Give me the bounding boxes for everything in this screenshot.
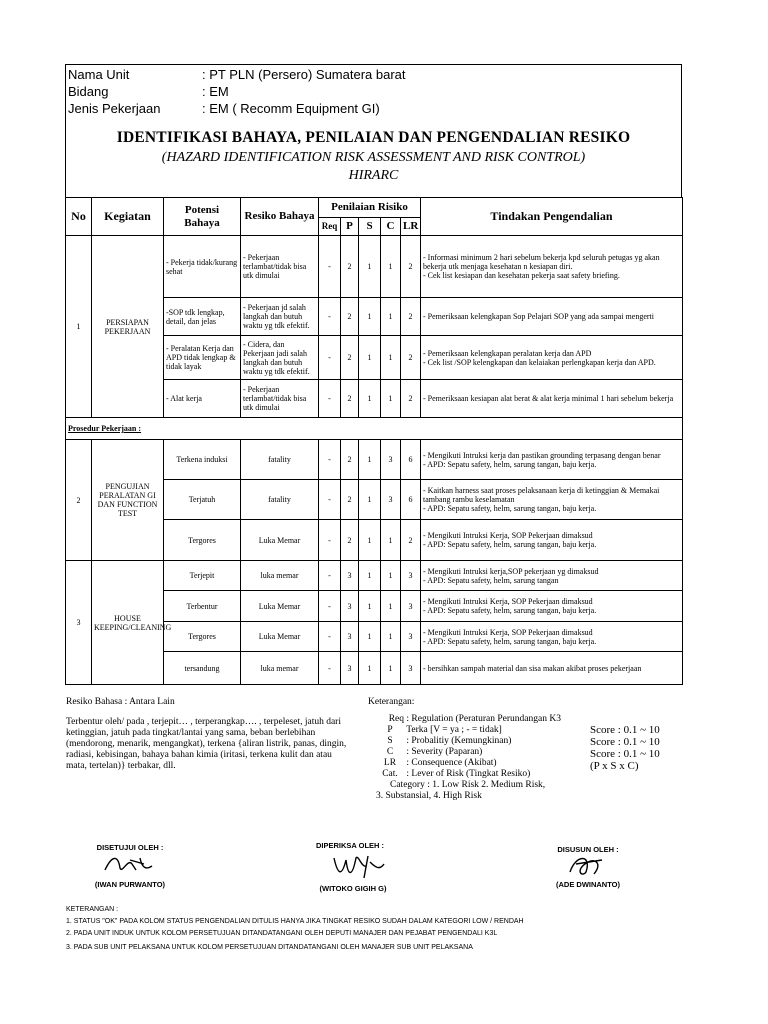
keterangan-text: : Probalitiy (Kemungkinan): [406, 736, 512, 746]
kegiatan-cell: PERSIAPAN PEKERJAAN: [92, 236, 164, 418]
p-cell: 2: [341, 440, 359, 480]
p-cell: 3: [341, 622, 359, 652]
header-value: : EM ( Recomm Equipment GI): [202, 101, 380, 116]
potensi-cell: Tergores: [164, 622, 241, 652]
keterangan-text: : Regulation (Peraturan Perundangan K3: [406, 714, 561, 724]
lr-cell: 6: [401, 440, 421, 480]
s-cell: 1: [359, 336, 381, 380]
tindakan-line: - APD: Sepatu safety, helm, sarung tangan, baju kerja.: [423, 540, 597, 549]
checked-name: (WITOKO GIGIH G): [319, 884, 387, 893]
document-title: IDENTIFIKASI BAHAYA, PENILAIAN DAN PENGENDALIAN RESIKO: [116, 129, 631, 146]
resiko-title: Resiko Bahasa : Antara Lain: [66, 697, 175, 707]
footer-line: 3. PADA SUB UNIT PELAKSANA UNTUK KOLOM PERSETUJUAN DITANDATANGANI OLEH MANAJER SUB UNIT PELAKSANA: [66, 944, 473, 951]
req-cell: -: [319, 298, 341, 336]
col-tindakan: Tindakan Pengendalian: [421, 198, 683, 236]
keterangan-item: [368, 769, 588, 780]
col-c: C: [381, 218, 401, 236]
req-cell: -: [319, 622, 341, 652]
tindakan-cell: [421, 440, 683, 480]
c-cell: 1: [381, 591, 401, 622]
document-abbrev: HIRARC: [348, 168, 399, 183]
header-value: : EM: [202, 84, 229, 99]
tindakan-line: - Cek list kesiapan dan kesehatan pekerja saat safety briefing.: [423, 271, 620, 280]
signature-mark-prepared: [562, 850, 612, 880]
row-number: 2: [66, 440, 92, 561]
keterangan-item: [368, 747, 588, 758]
c-cell: 3: [381, 480, 401, 520]
kegiatan-cell: PENGUJIAN PERALATAN GI DAN FUNCTION TEST: [92, 440, 164, 561]
col-s: S: [359, 218, 381, 236]
lr-cell: 3: [401, 591, 421, 622]
lr-cell: 3: [401, 652, 421, 685]
table-row: [66, 418, 683, 440]
category-line: 3. Substansial, 4. High Risk: [376, 791, 482, 801]
tindakan-line: - Mengikuti Intruksi kerja,SOP pekerjaan yg dimaksud: [423, 566, 599, 576]
s-cell: 1: [359, 480, 381, 520]
p-cell: 2: [341, 380, 359, 418]
keterangan-key: LR: [383, 758, 397, 768]
row-number: 3: [66, 561, 92, 685]
tindakan-line: - APD: Sepatu safety, helm, sarung tangan, baju kerja.: [423, 606, 597, 615]
tindakan-line: - APD: Sepatu safety, helm, sarung tangan, baju kerja.: [423, 459, 597, 469]
resiko-cell: luka memar: [241, 652, 319, 685]
approved-name: (IWAN PURWANTO): [94, 880, 166, 889]
tindakan-line: - Mengikuti Intruksi kerja dan pastikan grounding terpasang dengan benar: [423, 450, 661, 460]
p-cell: 3: [341, 561, 359, 591]
keterangan-key: S: [387, 736, 393, 746]
s-cell: 1: [359, 652, 381, 685]
score-line: Score : 0.1 ~ 10: [590, 748, 660, 760]
s-cell: 1: [359, 561, 381, 591]
tindakan-line: - Informasi minimum 2 hari sebelum bekerja kpd seluruh petugas yg akan bekerja utk menjaga kesehatan n kesiapan diri.: [423, 253, 660, 271]
potensi-cell: Terjepit: [164, 561, 241, 591]
document-subtitle: (HAZARD IDENTIFICATION RISK ASSESSMENT AND RISK CONTROL): [161, 150, 586, 165]
keterangan-item: [368, 714, 588, 725]
keterangan-title: Keterangan:: [368, 697, 415, 707]
c-cell: 1: [381, 622, 401, 652]
category-line: Category : 1. Low Risk 2. Medium Risk,: [390, 780, 546, 790]
keterangan-key: P: [387, 725, 393, 735]
potensi-cell: Terbentur: [164, 591, 241, 622]
resiko-cell: Luka Memar: [241, 520, 319, 561]
tindakan-cell: [421, 380, 683, 418]
resiko-cell: Luka Memar: [241, 622, 319, 652]
c-cell: 1: [381, 336, 401, 380]
req-cell: -: [319, 236, 341, 298]
req-cell: -: [319, 440, 341, 480]
tindakan-line: - Mengikuti Intruksi Kerja, SOP Pekerjaan dimaksud: [423, 531, 593, 540]
s-cell: 1: [359, 622, 381, 652]
s-cell: 1: [359, 236, 381, 298]
tindakan-line: - APD: Sepatu safety, helm, sarung tangan, baju kerja.: [423, 504, 597, 513]
col-resiko: Resiko Bahaya: [241, 198, 319, 236]
keterangan-key: C: [386, 747, 394, 757]
table-row: [66, 561, 683, 591]
hirarc-table: [65, 197, 683, 685]
prepared-name: (ADE DWINANTO): [555, 880, 621, 889]
p-cell: 2: [341, 236, 359, 298]
potensi-cell: tersandung: [164, 652, 241, 685]
tindakan-line: - Pemeriksaan kelengkapan peralatan kerja dan APD: [423, 348, 592, 358]
score-list: [590, 724, 660, 772]
col-req: Req: [319, 218, 341, 236]
p-cell: 2: [341, 520, 359, 561]
keterangan-item: [368, 758, 588, 769]
lr-cell: 2: [401, 298, 421, 336]
kegiatan-cell: HOUSE KEEPING/CLEANING: [92, 561, 164, 685]
tindakan-line: - APD: Sepatu safety, helm, sarung tangan: [423, 575, 559, 585]
c-cell: 1: [381, 298, 401, 336]
c-cell: 1: [381, 652, 401, 685]
resiko-cell: - Cidera, dan Pekerjaan jadi salah langkah dan butuh waktu yg tdk efektif.: [241, 336, 319, 380]
header-label: Bidang: [68, 84, 109, 99]
resiko-cell: fatality: [241, 440, 319, 480]
score-line: (P x S x C): [590, 760, 639, 772]
req-cell: -: [319, 652, 341, 685]
keterangan-item: [368, 736, 588, 747]
footer-line: 1. STATUS "OK" PADA KOLOM STATUS PENGENDALIAN DITULIS HANYA JIKA TINGKAT RESIKO SUDAH DALAM KATEGORI LOW / RENDAH: [66, 918, 524, 925]
req-cell: -: [319, 520, 341, 561]
p-cell: 3: [341, 652, 359, 685]
tindakan-cell: [421, 520, 683, 561]
c-cell: 1: [381, 236, 401, 298]
lr-cell: 3: [401, 561, 421, 591]
c-cell: 1: [381, 520, 401, 561]
signature-mark-approved: [100, 850, 160, 878]
req-cell: -: [319, 561, 341, 591]
resiko-cell: fatality: [241, 480, 319, 520]
potensi-cell: - Alat kerja: [164, 380, 241, 418]
lr-cell: 6: [401, 480, 421, 520]
resiko-cell: - Pekerjaan terlambat/tidak bisa utk dimulai: [241, 236, 319, 298]
footer-title: KETERANGAN :: [66, 906, 119, 913]
lr-cell: 3: [401, 622, 421, 652]
tindakan-cell: [421, 298, 683, 336]
row-number: 1: [66, 236, 92, 418]
tindakan-cell: [421, 336, 683, 380]
potensi-cell: -SOP tdk lengkap, detail, dan jelas: [164, 298, 241, 336]
potensi-cell: Terkena induksi: [164, 440, 241, 480]
document-header: [65, 64, 682, 198]
tindakan-cell: [421, 480, 683, 520]
s-cell: 1: [359, 380, 381, 418]
p-cell: 2: [341, 336, 359, 380]
tindakan-line: - Mengikuti Intruksi Kerja, SOP Pekerjaan dimaksud: [423, 597, 593, 606]
keterangan-text: Terka [V = ya ; - = tidak]: [406, 725, 502, 735]
tindakan-line: - APD: Sepatu safety, helm, sarung tangan, baju kerja.: [423, 636, 597, 646]
prepared-label: DISUSUN OLEH :: [557, 845, 619, 854]
tindakan-line: - bersihkan sampah material dan sisa makan akibat proses pekerjaan: [423, 663, 642, 673]
req-cell: -: [319, 380, 341, 418]
potensi-cell: Tergores: [164, 520, 241, 561]
p-cell: 3: [341, 591, 359, 622]
tindakan-line: - Kaitkan harness saat proses pelaksanaan kerja di ketinggian & Memakai tambang rambu keselamatan: [423, 486, 660, 504]
keterangan-text: : Consequence (Akibat): [406, 758, 497, 768]
lr-cell: 2: [401, 380, 421, 418]
keterangan-text: : Severity (Paparan): [406, 747, 483, 757]
keterangan-list: [368, 714, 588, 802]
keterangan-item: [368, 725, 588, 736]
tindakan-line: - Pemeriksaan kesiapan alat berat & alat kerja minimal 1 hari sebelum bekerja: [423, 394, 674, 403]
resiko-cell: Luka Memar: [241, 591, 319, 622]
potensi-cell: - Pekerja tidak/kurang sehat: [164, 236, 241, 298]
score-line: Score : 0.1 ~ 10: [590, 736, 660, 748]
col-kegiatan: Kegiatan: [92, 198, 164, 236]
tindakan-cell: [421, 622, 683, 652]
approved-label: DISETUJUI OLEH :: [96, 843, 164, 852]
keterangan-key: Req: [388, 714, 404, 724]
header-label: Jenis Pekerjaan: [68, 101, 161, 116]
prosedur-label: Prosedur Pekerjaan :: [66, 418, 683, 440]
resiko-text: Terbentur oleh/ pada , terjepit… , terperangkap…. , terpeleset, jatuh dari ketinggian, jatuh pada tingkat/lantai yang sama, beban berlebihan (mendorong, menarik, mengangkat), terkena {aliran listrik, panas, dingin, radiasi, kebisingan, bahaya bahan kimia (iritasi, terkena kulit dan atau mata, tertelan)} terbakar, dll.: [66, 717, 347, 771]
s-cell: 1: [359, 591, 381, 622]
p-cell: 2: [341, 298, 359, 336]
resiko-cell: luka memar: [241, 561, 319, 591]
tindakan-cell: [421, 561, 683, 591]
tindakan-line: - Pemeriksaan kelengkapan Sop Pelajari SOP yang ada sampai mengerti: [423, 312, 654, 321]
score-line: Score : 0.1 ~ 10: [590, 724, 660, 736]
table-row: [66, 440, 683, 480]
col-p: P: [341, 218, 359, 236]
footer-line: 2. PADA UNIT INDUK UNTUK KOLOM PERSETUJUAN DITANDATANGANI OLEH DEPUTI MANAJER DAN PEJABAT PENGENDALI K3L: [66, 930, 498, 937]
lr-cell: 2: [401, 236, 421, 298]
potensi-cell: Terjatuh: [164, 480, 241, 520]
s-cell: 1: [359, 520, 381, 561]
req-cell: -: [319, 591, 341, 622]
col-lr: LR: [401, 218, 421, 236]
p-cell: 2: [341, 480, 359, 520]
c-cell: 3: [381, 440, 401, 480]
resiko-cell: - Pekerjaan terlambat/tidak bisa utk dimulai: [241, 380, 319, 418]
tindakan-cell: [421, 591, 683, 622]
col-no: No: [66, 198, 92, 236]
req-cell: -: [319, 480, 341, 520]
resiko-cell: - Pekerjaan jd salah langkah dan butuh waktu yg tdk efektif.: [241, 298, 319, 336]
checked-label: DIPERIKSA OLEH :: [315, 841, 385, 850]
col-penilaian: Penilaian Risiko: [319, 198, 421, 218]
tindakan-line: - Cek list /SOP kelengkapan dan kelaiakan perlengkapan kerja dan APD.: [423, 357, 656, 367]
c-cell: 1: [381, 380, 401, 418]
keterangan-text: : Lever of Risk (Tingkat Resiko): [406, 769, 531, 779]
req-cell: -: [319, 336, 341, 380]
s-cell: 1: [359, 440, 381, 480]
header-value: : PT PLN (Persero) Sumatera barat: [202, 67, 406, 82]
lr-cell: 2: [401, 520, 421, 561]
keterangan-key: Cat.: [382, 769, 398, 779]
table-row: [66, 236, 683, 298]
tindakan-cell: [421, 236, 683, 298]
lr-cell: 2: [401, 336, 421, 380]
tindakan-line: - Mengikuti Intruksi Kerja, SOP Pekerjaan dimaksud: [423, 627, 593, 637]
s-cell: 1: [359, 298, 381, 336]
potensi-cell: - Peralatan Kerja dan APD tidak lengkap & tidak layak: [164, 336, 241, 380]
tindakan-cell: [421, 652, 683, 685]
col-potensi: Potensi Bahaya: [164, 198, 241, 236]
c-cell: 1: [381, 561, 401, 591]
signature-mark-checked: [328, 848, 388, 882]
header-label: Nama Unit: [68, 67, 130, 82]
